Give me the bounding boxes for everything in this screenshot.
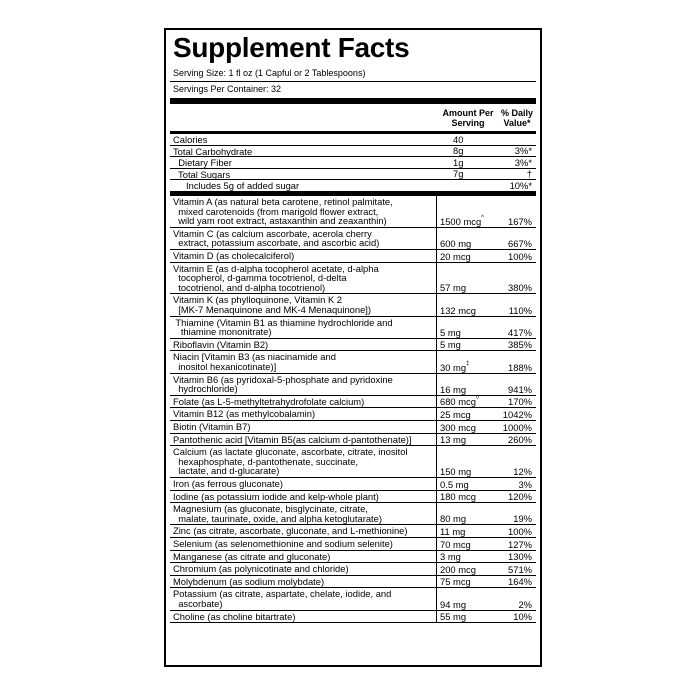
nutrient-daily-value: 10%	[513, 611, 532, 623]
footnote-mark: ^	[481, 214, 484, 221]
servings-per-container: Servings Per Container: 32	[173, 84, 282, 94]
nutrient-daily-value: 19%	[513, 513, 532, 525]
nutrient-amount: 13 mg	[440, 434, 467, 446]
column-separator	[436, 434, 437, 446]
macro-amount: 7g	[453, 168, 464, 180]
header-text: Value*	[503, 118, 531, 128]
nutrient-name: Iron (as ferrous gluconate)	[173, 478, 283, 489]
nutrient-row	[170, 339, 536, 352]
nutrient-name: Vitamin C (as calcium ascorbate, acerola cherry extract, potassium ascorbate, and ascorbic acid)	[173, 227, 380, 249]
macro-row	[170, 134, 536, 146]
nutrient-amount: 132 mcg	[440, 304, 476, 316]
nutrient-amount: 200 mcg	[440, 563, 476, 575]
nutrient-daily-value: 417%	[508, 326, 532, 338]
nutrient-row	[170, 588, 536, 610]
nutrient-amount: 25 mcg	[440, 408, 471, 420]
column-separator	[436, 351, 437, 372]
nutrient-row	[170, 317, 536, 339]
nutrient-row	[170, 576, 536, 589]
thick-divider	[170, 98, 536, 104]
nutrient-name: Chromium (as polynicotinate and chloride)	[173, 563, 349, 575]
divider	[170, 81, 536, 82]
nutrient-name: Folate (as L-5-methyltetrahydrofolate calcium)	[173, 395, 365, 407]
macro-row	[170, 157, 536, 169]
nutrient-name: Thiamine (Vitamin B1 as thiamine hydrochloride and thiamine mononitrate)	[175, 316, 393, 338]
macro-amount: 8g	[453, 145, 464, 157]
column-separator	[436, 421, 437, 433]
nutrient-daily-value: 1000%	[502, 421, 532, 433]
column-separator	[436, 228, 437, 249]
nutrient-name: Pantothenic acid [Vitamin B5(as calcium d-pantothenate)]	[173, 433, 412, 445]
nutrient-amount: 600 mg	[440, 237, 472, 249]
nutrient-amount: 3 mg	[440, 551, 461, 563]
nutrient-row	[170, 396, 536, 409]
nutrient-row	[170, 263, 536, 295]
nutrient-daily-value: 667%	[508, 237, 532, 249]
column-separator	[436, 294, 437, 315]
nutrient-row	[170, 421, 536, 434]
column-separator	[436, 576, 437, 588]
column-separator	[436, 263, 437, 294]
nutrient-daily-value: 571%	[508, 563, 532, 575]
nutrient-amount: 16 mg	[440, 383, 467, 395]
daily-value-header	[496, 108, 538, 128]
column-separator	[436, 196, 437, 227]
nutrient-name: Molybdenum (as sodium molybdate)	[173, 575, 325, 587]
nutrient-daily-value: 12%	[513, 465, 532, 477]
nutrient-amount: 0.5 mg	[440, 478, 469, 490]
nutrient-row	[170, 491, 536, 504]
nutrient-name: Vitamin B6 (as pyridoxal-5-phosphate and pyridoxine hydrochloride)	[173, 373, 393, 395]
nutrient-amount: 75 mcg	[440, 576, 471, 588]
macro-daily-value: 10%*	[509, 179, 532, 191]
nutrient-row	[170, 525, 536, 538]
nutrient-amount: 55 mg	[440, 611, 467, 623]
nutrient-daily-value: 380%	[508, 282, 532, 294]
nutrient-amount: 680 mcg◊	[440, 395, 479, 408]
nutrient-daily-value: 941%	[508, 383, 532, 395]
amount-per-serving-header	[437, 108, 499, 128]
nutrient-row	[170, 228, 536, 250]
nutrient-daily-value: 385%	[508, 339, 532, 351]
macro-daily-value: 3%*	[514, 145, 532, 157]
nutrient-amount: 180 mcg	[440, 491, 476, 503]
column-separator	[436, 491, 437, 503]
nutrient-name: Iodine (as potassium iodide and kelp-whole plant)	[173, 490, 379, 502]
column-separator	[436, 396, 437, 408]
nutrient-daily-value: 2%	[518, 598, 532, 610]
nutrient-daily-value: 127%	[508, 538, 532, 550]
header-text: % Daily	[500, 108, 533, 118]
column-separator	[436, 551, 437, 563]
column-separator	[436, 317, 437, 338]
macro-row	[170, 146, 536, 158]
nutrient-row	[170, 374, 536, 396]
nutrient-daily-value: 120%	[508, 491, 532, 503]
column-separator	[436, 503, 437, 524]
column-separator	[436, 611, 437, 623]
nutrient-row	[170, 351, 536, 373]
nutrient-name: Potassium (as citrate, aspartate, chelate, iodide, and ascorbate)	[173, 588, 392, 609]
nutrient-name: Biotin (Vitamin B7)	[173, 421, 251, 432]
nutrient-row	[170, 408, 536, 421]
macro-name: Includes 5g of added sugar	[173, 180, 300, 192]
macro-daily-value: †	[526, 168, 532, 180]
footnote-mark: ◊	[475, 395, 479, 402]
nutrient-name: Vitamin E (as d-alpha tocopherol acetate, d-alpha tocopherol, d-gamma tocotrienol, d-delta tocotrienol, and d-alpha tocotrienol)	[173, 262, 379, 293]
nutrient-amount: 57 mg	[440, 282, 467, 294]
nutrient-name: Calcium (as lactate gluconate, ascorbate, citrate, inositol hexaphosphate, d-pantothenate, succinate, lactate, and d-glucarate)	[173, 446, 408, 477]
column-separator	[436, 339, 437, 351]
supplement-facts-panel	[164, 28, 542, 667]
macro-name: Calories	[173, 134, 208, 145]
nutrient-amount: 5 mg	[440, 326, 461, 338]
header-text: Serving	[451, 118, 485, 128]
nutrient-daily-value: 167%	[508, 215, 532, 227]
nutrient-amount: 30 mg‡	[440, 360, 470, 373]
macro-amount: 1g	[453, 156, 464, 168]
nutrient-daily-value: 164%	[508, 576, 532, 588]
nutrient-amount: 20 mcg	[440, 250, 471, 262]
nutrient-row	[170, 250, 536, 263]
nutrient-amount: 94 mg	[440, 598, 467, 610]
macro-name: Total Carbohydrate	[173, 145, 253, 157]
nutrient-name: Choline (as choline bitartrate)	[173, 610, 296, 622]
panel-title: Supplement Facts	[173, 32, 410, 63]
nutrient-amount: 1500 mcg^	[440, 214, 484, 227]
nutrient-row	[170, 196, 536, 228]
nutrient-name: Vitamin K (as phylloquinone, Vitamin K 2 [MK-7 Menaquinone and MK-4 Menaquinone])	[173, 294, 372, 315]
nutrient-daily-value: 100%	[508, 250, 532, 262]
macro-name: Total Sugars	[173, 168, 231, 180]
macro-name: Dietary Fiber	[173, 157, 232, 169]
nutrient-row	[170, 434, 536, 447]
column-separator	[436, 525, 437, 537]
nutrient-daily-value: 1042%	[502, 408, 532, 420]
nutrient-daily-value: 100%	[508, 525, 532, 537]
macro-daily-value: 3%*	[514, 156, 532, 168]
column-separator	[436, 408, 437, 420]
macro-row	[170, 169, 536, 181]
column-separator	[436, 446, 437, 477]
column-separator	[436, 250, 437, 262]
nutrient-row	[170, 478, 536, 491]
nutrient-name: Vitamin D (as cholecalciferol)	[173, 250, 295, 261]
nutrient-daily-value: 3%	[518, 478, 532, 490]
nutrient-row	[170, 294, 536, 316]
nutrient-name: Niacin [Vitamin B3 (as niacinamide and inositol hexanicotinate)]	[173, 351, 336, 372]
macro-amount: 40	[453, 133, 464, 145]
nutrient-amount: 5 mg	[440, 339, 461, 351]
nutrient-daily-value: 260%	[508, 434, 532, 446]
nutrient-name: Riboflavin (Vitamin B2)	[173, 338, 269, 350]
column-separator	[436, 588, 437, 609]
nutrient-daily-value: 170%	[508, 396, 532, 408]
nutrient-daily-value: 188%	[508, 361, 532, 373]
nutrient-amount: 300 mcg	[440, 421, 476, 433]
header-text: Amount Per	[442, 108, 494, 118]
nutrient-row	[170, 446, 536, 478]
nutrient-daily-value: 110%	[508, 304, 532, 316]
nutrient-row	[170, 563, 536, 576]
column-separator	[436, 563, 437, 575]
nutrient-row	[170, 538, 536, 551]
nutrient-name: Selenium (as selenomethionine and sodium selenite)	[173, 538, 393, 549]
nutrient-name: Vitamin A (as natural beta carotene, retinol palmitate, mixed carotenoids (from marigold flower extract, wild yam root extract, astaxanthin and zeaxanthin)	[173, 196, 393, 227]
nutrient-amount: 150 mg	[440, 465, 472, 477]
nutrient-amount: 11 mg	[440, 525, 466, 537]
nutrient-row	[170, 503, 536, 525]
nutrient-name: Manganese (as citrate and gluconate)	[173, 550, 331, 562]
nutrient-row	[170, 611, 536, 624]
serving-size: Serving Size: 1 fl oz (1 Capful or 2 Tablespoons)	[173, 68, 366, 78]
nutrient-name: Vitamin B12 (as methylcobalamin)	[173, 408, 316, 420]
column-separator	[436, 538, 437, 550]
nutrient-amount: 70 mcg	[440, 538, 471, 550]
footnote-mark: ‡	[466, 360, 470, 367]
nutrient-name: Magnesium (as gluconate, bisglycinate, citrate, malate, taurinate, oxide, and alpha ketoglutarate)	[173, 503, 382, 524]
nutrient-daily-value: 130%	[508, 551, 532, 563]
nutrient-row	[170, 551, 536, 564]
macro-row	[170, 180, 536, 192]
nutrient-amount: 80 mg	[440, 513, 467, 525]
column-separator	[436, 374, 437, 395]
nutrient-name: Zinc (as citrate, ascorbate, gluconate, and L-methionine)	[173, 525, 408, 537]
column-separator	[436, 478, 437, 490]
